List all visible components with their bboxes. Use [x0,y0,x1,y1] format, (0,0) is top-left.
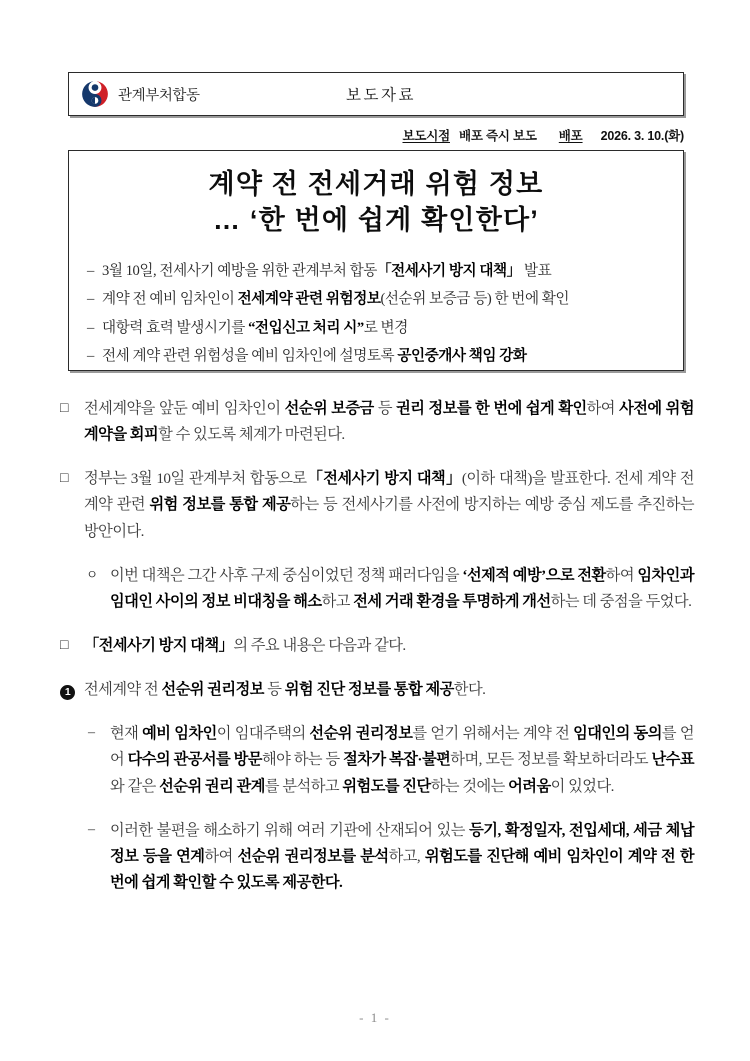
text-run: 3월 10일, 전세사기 예방을 위한 관계부처 합동 [102,262,377,279]
dash-marker: – [87,319,94,336]
text-run: 를 얻기 위해서는 계약 전 [412,725,574,743]
text-run: 이러한 불편을 해소하기 위해 여러 기관에 산재되어 있는 [110,821,470,839]
emphasis-run: 임대인의 동의 [573,725,662,743]
emphasis-run: 전세계약 관련 위험정보 [237,291,381,308]
dash-marker: – [87,262,94,279]
square-bullet-icon: □ [60,401,68,416]
emphasis-run: 사전에 위험계약을 회피 [84,400,695,444]
release-time-label: 보도시점 [402,129,450,143]
emphasis-run: 선순위 보증금 [284,400,374,417]
text-run: 대항력 효력 발생시기를 [102,319,249,336]
emphasis-run: 전세 거래 환경을 투명하게 개선 [353,592,551,610]
headline-block [69,151,683,239]
emphasis-run: ‘선제적 예방’으로 전환 [462,566,606,584]
text-run: 하여 [204,847,238,865]
body-paragraph [58,818,694,896]
numbered-bullet-icon: 1 [60,685,75,700]
text-run: 와 같은 [110,777,160,795]
text-run: 이번 대책은 그간 사후 구제 중심이었던 정책 패러다임을 [110,566,463,584]
text-run: 전세계약을 앞둔 예비 임차인이 [84,400,285,417]
dash-bullet-icon: – [88,725,95,741]
text-run: 하는 등 전세사기를 사전에 방지하는 예방 중심 제도를 추진하는 방안이다. [84,496,695,540]
text-run: 등 [263,681,285,699]
text-run: 전세 계약 관련 위험성을 예비 임차인에 설명토록 [102,348,398,365]
emphasis-run: 위험도를 진단 [342,777,431,795]
emphasis-run: 위험 정보를 통합 제공 [149,496,291,514]
emphasis-run: 임차인과 임대인 사이의 정보 비대칭을 해소 [110,566,695,610]
emphasis-run: 「전세사기 방지 대책」 [376,262,521,279]
text-run: 할 수 있도록 체계가 마련된다. [158,426,345,444]
text-run: 정부는 3월 10일 관계부처 합동으로 [84,470,307,488]
ministry-name: 관계부처합동 [118,87,200,104]
text-run: 하여 [586,400,620,417]
emphasis-run: 등기, 확정일자, 전입세대, 세금 체납 정보 등을 연계 [110,821,695,865]
emphasis-run: 선순위 권리 관계 [159,777,265,795]
emphasis-run: 위험도를 진단해 예비 임차인이 계약 전 한 번에 쉽게 확인할 수 있도록 제공한다. [110,847,695,891]
text-run: (이하 대책)을 발표한다. 전세 계약 전 계약 관련 [84,470,694,514]
body-paragraph [58,396,694,448]
body-paragraph [58,563,694,615]
text-run: 이 임대주택의 [216,725,310,743]
text-run: 하는 것에는 [430,777,509,795]
emphasis-run: 선순위 권리정보를 분석 [237,847,389,865]
body-paragraph [58,633,694,659]
footer-page-number: - 1 - [359,1010,391,1025]
text-run: 하는 데 중점을 두었다. [550,592,692,610]
document-kind-label: 보도자료 [346,87,416,104]
text-run: 를 분석하고 [264,777,343,795]
text-run: 이 있었다. [550,777,614,795]
emphasis-run: 「전세사기 방지 대책」 [84,636,234,654]
emphasis-run: 권리 정보를 한 번에 쉽게 확인 [396,400,587,417]
emphasis-run: 절차가 복잡·불편 [343,751,451,769]
headline-summary-item [87,314,669,342]
release-time-value: 배포 즉시 보도 [459,129,537,143]
headline-line-2: … ‘한 번에 쉽게 확인한다’ [213,204,539,235]
release-meta-line [68,126,684,144]
body-paragraph [58,721,694,799]
text-run: 로 변경 [363,319,408,336]
emphasis-run: 난수표 [651,751,695,769]
emphasis-run: 「전세사기 방지 대책」 [306,470,462,488]
header-inner [69,73,683,115]
text-run: 하고 [321,592,354,610]
circle-bullet-icon: ㅇ [86,567,98,582]
headline-line-1: 계약 전 전세거래 위험 정보 [208,169,544,199]
numbered-bullet-wrap [60,680,75,705]
square-bullet-icon: □ [60,637,68,653]
text-run: 의 주요 내용은 다음과 같다. [233,636,406,654]
dash-marker: – [87,348,94,365]
emphasis-run: “전입신고 처리 시” [248,319,364,336]
text-run: 한다. [453,681,486,699]
emphasis-run: 선순위 권리정보 [161,681,264,699]
text-run: 현재 [110,725,143,743]
text-run: 하고, [388,847,425,865]
emphasis-run: 위험 진단 정보를 통합 제공 [284,681,454,699]
headline-summary-item [87,285,669,313]
distribute-label: 배포 [558,129,583,143]
headline-summary-list [69,239,683,371]
text-run: 를 얻어 [110,725,695,769]
body-paragraph [58,677,694,703]
square-bullet-icon: □ [60,471,68,487]
dash-bullet-icon: – [88,821,95,837]
text-run: 계약 전 예비 임차인이 [102,291,238,308]
text-run: 하며, 모든 정보를 확보하더라도 [450,751,652,769]
emphasis-run: 예비 임차인 [142,725,217,743]
dash-marker: – [87,291,94,308]
emphasis-run: 공인중개사 책임 강화 [397,348,527,365]
body-area [58,396,694,914]
emphasis-run: 다수의 관공서를 방문 [127,751,262,769]
text-run: 전세계약 전 [84,681,162,699]
emphasis-run: 어려움 [508,777,551,795]
headline-box [68,150,684,371]
headline-summary-item [87,257,669,285]
text-run: 해야 하는 등 [261,751,344,769]
emphasis-run: 선순위 권리정보 [309,725,413,743]
text-run: 등 [373,400,397,417]
distribute-value: 2026. 3. 10.(화) [600,129,684,143]
header-box [68,72,684,116]
body-paragraph [58,466,694,544]
headline-summary-item [87,342,669,370]
text-run: 발표 [520,262,552,279]
text-run: 하여 [605,566,638,584]
text-run: (선순위 보증금 등) 한 번에 확인 [380,291,570,308]
